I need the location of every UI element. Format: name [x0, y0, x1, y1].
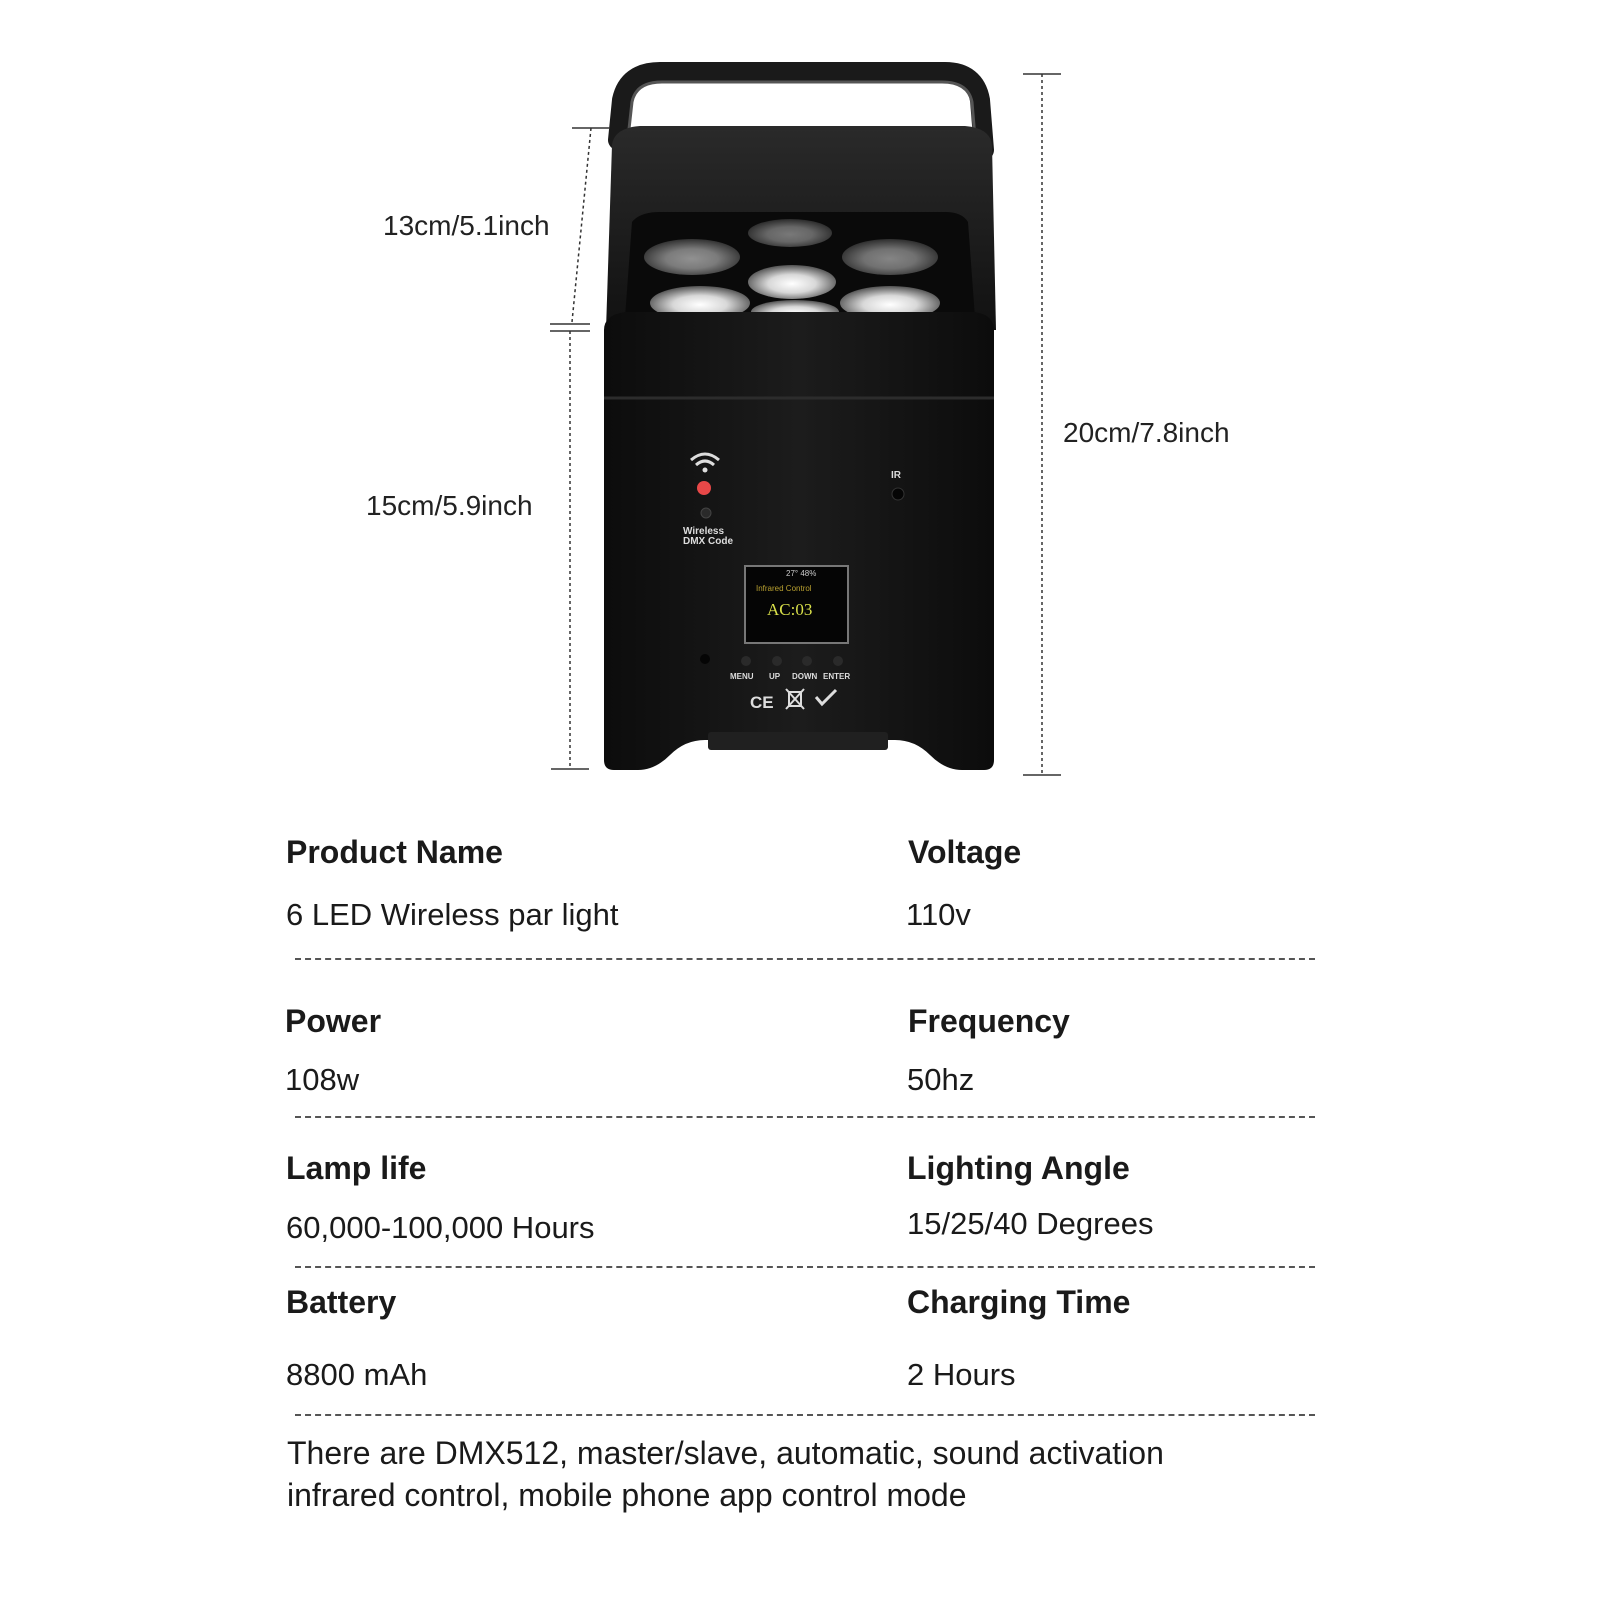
spec-value-lamp-life: 60,000-100,000 Hours	[286, 1210, 595, 1245]
dimension-line-top	[550, 128, 610, 324]
main-body	[604, 312, 994, 770]
spec-value-battery: 8800 mAh	[286, 1357, 428, 1392]
spec-value-product-name: 6 LED Wireless par light	[286, 897, 619, 932]
led-3	[842, 239, 938, 275]
spec-value-lighting-angle: 15/25/40 Degrees	[907, 1206, 1154, 1241]
screen-status: 27° 48%	[786, 569, 817, 578]
spec-label-battery: Battery	[286, 1284, 397, 1320]
button-label-menu: MENU	[730, 672, 754, 681]
button-label-down: DOWN	[792, 672, 818, 681]
down-button	[802, 656, 812, 666]
description-line-2: infrared control, mobile phone app control mode	[287, 1477, 967, 1513]
dimension-label-top: 13cm/5.1inch	[383, 210, 550, 241]
led-4	[748, 265, 836, 299]
wireless-label-line2: DMX Code	[683, 536, 733, 547]
screen-value: AC:03	[767, 600, 813, 619]
spec-value-frequency: 50hz	[907, 1062, 975, 1097]
screen-mode: Infrared Control	[756, 584, 812, 593]
spec-label-charging-time: Charging Time	[907, 1284, 1131, 1320]
dimension-label-total: 20cm/7.8inch	[1063, 417, 1230, 448]
divider-1	[295, 958, 1315, 960]
button-label-enter: ENTER	[823, 672, 851, 681]
led-1	[644, 239, 740, 275]
menu-button	[741, 656, 751, 666]
product-illustration	[0, 0, 1600, 790]
spec-label-voltage: Voltage	[908, 834, 1022, 870]
up-button	[772, 656, 782, 666]
ce-mark: CE	[750, 693, 774, 712]
dimension-label-bottom: 15cm/5.9inch	[366, 490, 533, 521]
led-2	[748, 219, 832, 247]
divider-2	[295, 1116, 1315, 1118]
control-modes-description	[287, 1432, 1387, 1516]
wireless-label-line1: Wireless	[683, 526, 725, 537]
spec-label-product-name: Product Name	[286, 834, 503, 870]
wireless-indicator	[697, 481, 711, 495]
ir-label: IR	[891, 470, 901, 481]
spec-value-power: 108w	[285, 1062, 360, 1097]
ir-sensor	[892, 488, 904, 500]
description-line-1: There are DMX512, master/slave, automatic, sound activation	[287, 1435, 1164, 1471]
spec-label-frequency: Frequency	[908, 1003, 1070, 1039]
weee-icon	[786, 689, 804, 709]
spec-value-voltage: 110v	[906, 897, 971, 932]
spec-label-lamp-life: Lamp life	[286, 1150, 427, 1186]
spec-label-lighting-angle: Lighting Angle	[907, 1150, 1130, 1186]
button-label-up: UP	[769, 672, 781, 681]
divider-3	[295, 1266, 1315, 1268]
dimension-line-total	[1023, 74, 1061, 775]
divider-4	[295, 1414, 1315, 1416]
enter-button	[833, 656, 843, 666]
spec-label-power: Power	[285, 1003, 382, 1039]
spec-value-charging-time: 2 Hours	[907, 1357, 1016, 1392]
dimension-line-bottom	[550, 331, 590, 769]
